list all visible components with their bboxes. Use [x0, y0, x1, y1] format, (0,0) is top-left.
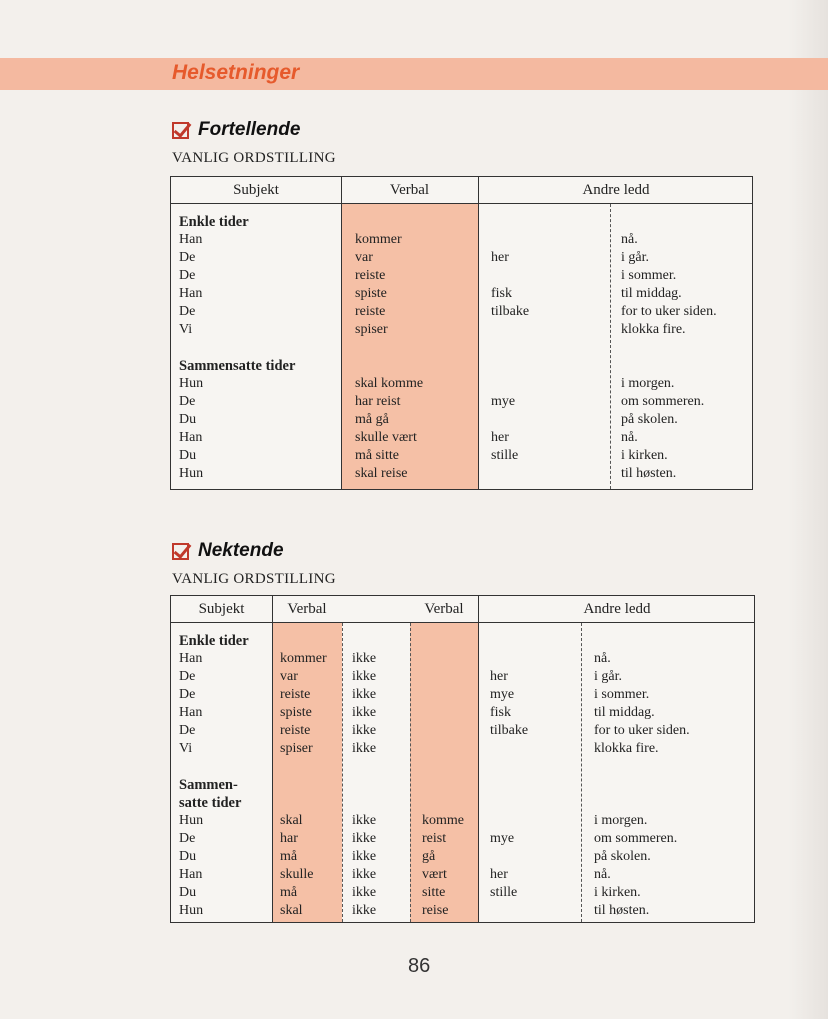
dashed-divider [342, 623, 343, 922]
cell-andre-ledd: til middag. [621, 286, 682, 301]
cell-ikke: ikke [352, 687, 377, 702]
cell-verbal: skulle [280, 867, 314, 882]
cell-andre-ledd: stille [491, 448, 519, 463]
page-number: 86 [408, 955, 431, 977]
cell-subjekt: De [179, 669, 196, 684]
checkbox-icon [172, 543, 189, 560]
cell-subjekt: De [179, 723, 196, 738]
page-title: Helsetninger [172, 61, 300, 84]
cell-verbal: spiste [280, 705, 312, 720]
cell-andre-ledd: fisk [491, 286, 512, 301]
cell-verbal: må [280, 885, 298, 900]
cell-ikke: ikke [352, 867, 377, 882]
cell-subjekt: Du [179, 412, 197, 427]
cell-ikke: ikke [352, 903, 377, 918]
header-verbal-2: Verbal [424, 601, 464, 617]
column-divider [478, 596, 479, 922]
cell-ikke: ikke [352, 669, 377, 684]
cell-andre-ledd: til middag. [594, 705, 655, 720]
cell-verbal: reiste [355, 268, 386, 283]
column-divider [341, 177, 342, 489]
cell-andre-ledd: om sommeren. [621, 394, 705, 409]
cell-ikke: ikke [352, 831, 377, 846]
cell-verbal: skulle vært [355, 430, 417, 445]
cell-verbal-2: reist [422, 831, 447, 846]
cell-andre-ledd: i går. [594, 669, 622, 684]
cell-andre-ledd: klokka fire. [621, 322, 686, 337]
cell-andre-ledd: mye [491, 394, 516, 409]
cell-verbal-2: vært [422, 867, 447, 882]
cell-andre-ledd: her [491, 430, 509, 445]
cell-subjekt: De [179, 687, 196, 702]
cell-andre-ledd: til høsten. [621, 466, 677, 481]
cell-subjekt: Vi [179, 322, 193, 337]
cell-verbal: har [280, 831, 298, 846]
cell-andre-ledd: i kirken. [594, 885, 641, 900]
cell-subjekt: Hun [179, 466, 204, 481]
section-header-fortellende [172, 119, 300, 141]
group-label: Enkle tider [179, 214, 249, 230]
section-subtitle: VANLIG ORDSTILLING [172, 571, 336, 587]
header-subjekt: Subjekt [198, 601, 245, 617]
header-verbal: Verbal [389, 182, 430, 198]
cell-verbal: spiste [355, 286, 387, 301]
cell-verbal: skal [280, 813, 303, 828]
cell-subjekt: Du [179, 448, 197, 463]
cell-verbal: reiste [355, 304, 386, 319]
cell-verbal: må [280, 849, 298, 864]
cell-andre-ledd: om sommeren. [594, 831, 678, 846]
cell-andre-ledd: i morgen. [594, 813, 648, 828]
cell-andre-ledd: fisk [490, 705, 511, 720]
cell-andre-ledd: på skolen. [594, 849, 651, 864]
cell-andre-ledd: nå. [621, 232, 638, 247]
cell-andre-ledd: nå. [621, 430, 638, 445]
section-header-nektende [172, 540, 284, 562]
cell-ikke: ikke [352, 849, 377, 864]
cell-verbal: skal reise [355, 466, 408, 481]
cell-andre-ledd: her [491, 250, 509, 265]
cell-subjekt: Han [179, 705, 203, 720]
group-label: Sammen- [179, 777, 238, 793]
cell-subjekt: Du [179, 885, 197, 900]
header-subjekt: Subjekt [233, 182, 279, 198]
cell-verbal: spiser [355, 322, 388, 337]
table-nektende [170, 595, 755, 923]
cell-verbal: må gå [355, 412, 389, 427]
cell-andre-ledd: mye [490, 831, 515, 846]
cell-verbal: var [355, 250, 373, 265]
cell-subjekt: De [179, 394, 196, 409]
cell-subjekt: Han [179, 651, 203, 666]
section-title: Fortellende [198, 119, 301, 140]
cell-andre-ledd: for to uker siden. [621, 304, 717, 319]
table-header [171, 177, 752, 204]
cell-subjekt: De [179, 268, 196, 283]
cell-ikke: ikke [352, 705, 377, 720]
cell-andre-ledd: til høsten. [594, 903, 650, 918]
cell-ikke: ikke [352, 651, 377, 666]
cell-subjekt: Du [179, 849, 197, 864]
title-banner [0, 58, 828, 90]
cell-subjekt: Vi [179, 741, 193, 756]
cell-ikke: ikke [352, 723, 377, 738]
column-divider [478, 177, 479, 489]
cell-verbal-2: sitte [422, 885, 446, 900]
group-label: Sammensatte tider [179, 358, 296, 374]
cell-andre-ledd: i morgen. [621, 376, 675, 391]
cell-subjekt: Hun [179, 813, 204, 828]
cell-subjekt: Han [179, 286, 203, 301]
cell-andre-ledd: for to uker siden. [594, 723, 690, 738]
cell-verbal: kommer [280, 651, 327, 666]
cell-subjekt: Han [179, 430, 203, 445]
cell-verbal: skal [280, 903, 303, 918]
page-edge-shade [788, 0, 828, 1019]
cell-subjekt: De [179, 831, 196, 846]
cell-ikke: ikke [352, 813, 377, 828]
cell-verbal: spiser [280, 741, 313, 756]
cell-andre-ledd: i sommer. [594, 687, 650, 702]
dashed-divider [610, 204, 611, 489]
cell-verbal: skal komme [355, 376, 424, 391]
cell-andre-ledd: stille [490, 885, 518, 900]
dashed-divider [410, 623, 411, 922]
cell-subjekt: Hun [179, 903, 204, 918]
cell-subjekt: De [179, 304, 196, 319]
header-verbal: Verbal [287, 601, 327, 617]
cell-verbal: kommer [355, 232, 402, 247]
cell-andre-ledd: tilbake [490, 723, 529, 738]
column-divider [272, 596, 273, 922]
cell-ikke: ikke [352, 741, 377, 756]
cell-andre-ledd: her [490, 867, 508, 882]
table-fortellende [170, 176, 753, 490]
dashed-divider [581, 623, 582, 922]
cell-subjekt: Han [179, 232, 203, 247]
cell-verbal: reiste [280, 687, 311, 702]
cell-andre-ledd: i går. [621, 250, 649, 265]
header-andre-ledd: Andre ledd [583, 601, 651, 617]
cell-andre-ledd: i kirken. [621, 448, 668, 463]
cell-subjekt: De [179, 250, 196, 265]
cell-verbal: reiste [280, 723, 311, 738]
cell-andre-ledd: nå. [594, 867, 611, 882]
cell-andre-ledd: i sommer. [621, 268, 677, 283]
cell-andre-ledd: på skolen. [621, 412, 678, 427]
section-subtitle: VANLIG ORDSTILLING [172, 150, 336, 166]
group-label: satte tider [179, 795, 242, 811]
cell-verbal-2: gå [422, 849, 436, 864]
cell-ikke: ikke [352, 885, 377, 900]
checkbox-icon [172, 122, 189, 139]
cell-verbal: var [280, 669, 298, 684]
section-title: Nektende [198, 540, 284, 561]
table-header [171, 596, 754, 623]
cell-verbal: må sitte [355, 448, 399, 463]
cell-andre-ledd: nå. [594, 651, 611, 666]
cell-verbal: har reist [355, 394, 401, 409]
cell-andre-ledd: tilbake [491, 304, 530, 319]
cell-subjekt: Hun [179, 376, 204, 391]
cell-verbal-2: reise [422, 903, 449, 918]
cell-andre-ledd: her [490, 669, 508, 684]
header-andre-ledd: Andre ledd [582, 182, 650, 198]
cell-andre-ledd: mye [490, 687, 515, 702]
group-label: Enkle tider [179, 633, 249, 649]
cell-subjekt: Han [179, 867, 203, 882]
cell-verbal-2: komme [422, 813, 464, 828]
cell-andre-ledd: klokka fire. [594, 741, 659, 756]
